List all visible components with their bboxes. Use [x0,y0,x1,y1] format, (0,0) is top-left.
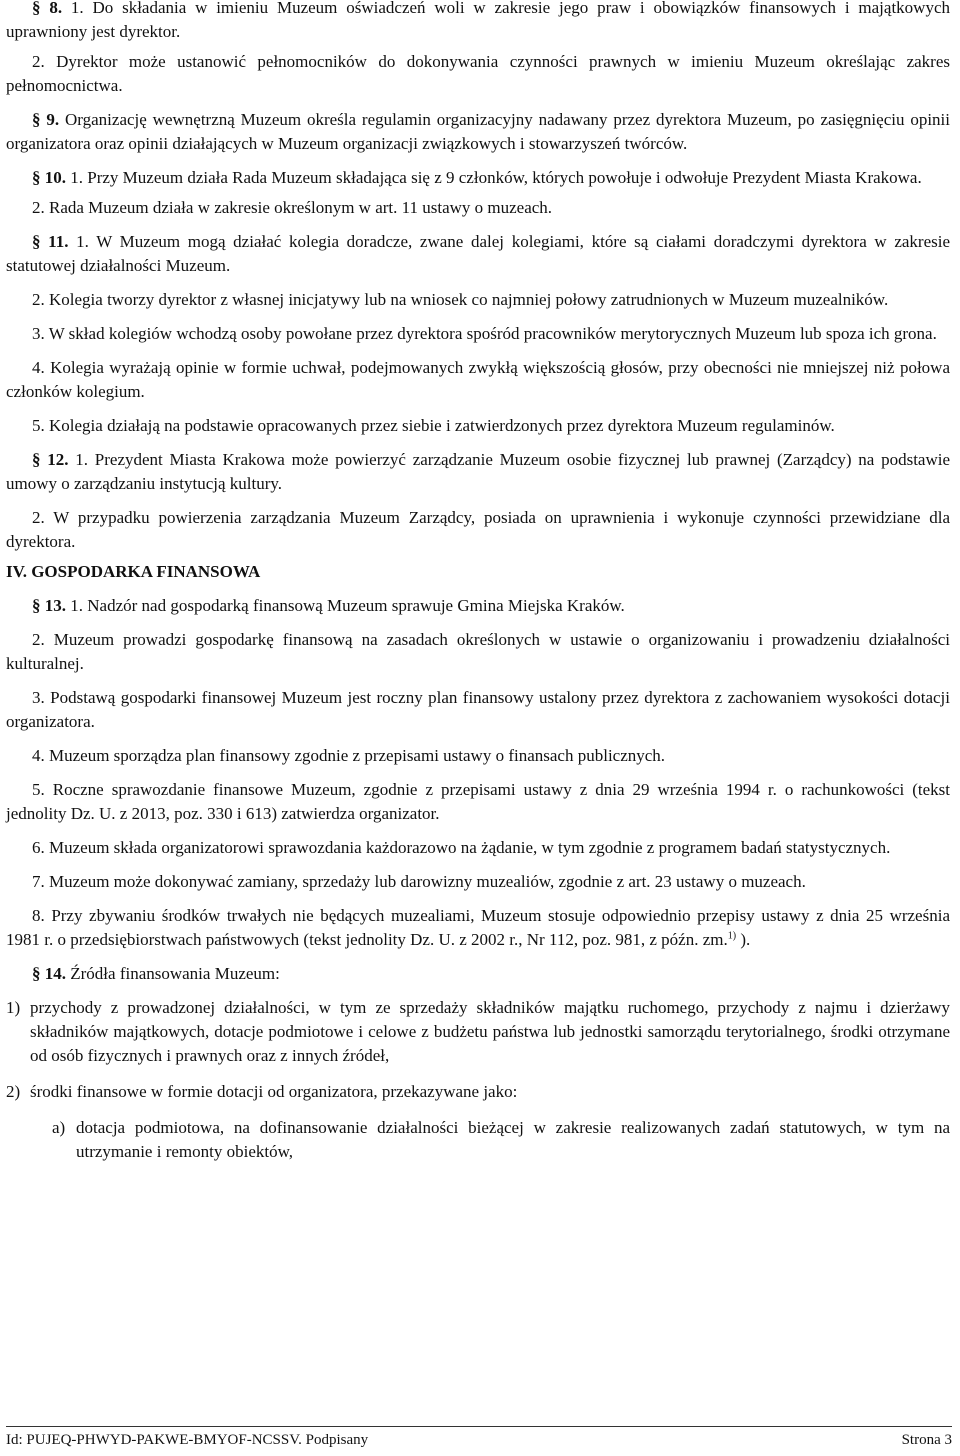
page-number: Strona 3 [901,1432,952,1448]
paragraph-text: 4. Kolegia wyrażają opinie w formie uchwał, podejmowanych zwykłą większością głosów, przy obecności nie mniejszej niż połowa członków kolegium. [6,358,950,401]
paragraph-text: 1. Przy Muzeum działa Rada Muzeum składająca się z 9 członków, których powołuje i odwołuje Prezydent Miasta Krakowa. [70,168,922,187]
paragraph-13-7 [6,870,950,894]
page-footer [6,1430,952,1450]
paragraph-text: 1. Nadzór nad gospodarką finansową Muzeum sprawuje Gmina Miejska Kraków. [70,596,625,615]
section-number: § 11. [32,232,69,251]
sub-list-item-text: dotacja podmiotowa, na dofinansowanie działalności bieżącej w zakresie realizowanych zadań statutowych, w tym na utrzymanie i remonty obiektów, [76,1118,950,1161]
list-item-number: 1) [6,998,21,1017]
paragraph-10-2 [6,196,950,220]
paragraph-text: 4. Muzeum sporządza plan finansowy zgodnie z przepisami ustawy o finansach publicznych. [32,746,666,765]
paragraph-8-2 [6,50,950,98]
list-item-number: 2) [6,1082,21,1101]
paragraph-text: 5. Roczne sprawozdanie finansowe Muzeum, zgodnie z przepisami ustawy z dnia 29 września 1994 r. o rachunkowości (tekst jednolity Dz. U. z 2013, poz. 330 i 613) zatwierdza organizator. [6,780,950,823]
paragraph-8-1 [6,0,950,44]
paragraph-13-6 [6,836,950,860]
paragraph-text: 1. Prezydent Miasta Krakowa może powierzyć zarządzanie Muzeum osobie fizycznej lub prawnej (Zarządcy) na podstawie umowy o zarządzaniu instytucją kultury. [6,450,951,493]
section-number: § 13. [32,596,66,615]
paragraph-10-1 [6,166,950,190]
list-item-text: środki finansowe w formie dotacji od organizatora, przekazywane jako: [30,1082,518,1101]
paragraph-13-5 [6,778,950,826]
paragraph-11-2 [6,288,950,312]
paragraph-13-2 [6,628,950,676]
section-number: § 12. [32,450,69,469]
paragraph-text: 1. W Muzeum mogą działać kolegia doradcze, zwane dalej kolegiami, które są ciałami doradczymi dyrektora w zakresie statutowej działalności Muzeum. [6,232,951,275]
paragraph-text: 2. Kolegia tworzy dyrektor z własnej inicjatywy lub na wniosek co najmniej połowy zatrudnionych w Muzeum muzealników. [32,290,889,309]
paragraph-12-1 [6,448,950,496]
paragraph-text: 6. Muzeum składa organizatorowi sprawozdania każdorazowo na żądanie, w tym zgodnie z programem badań statystycznych. [32,838,891,857]
paragraph-text: 1. Do składania w imieniu Muzeum oświadczeń woli w zakresie jego praw i obowiązków finansowych i majątkowych uprawniony jest dyrektor. [6,0,950,41]
paragraph-11-3 [6,322,950,346]
section-number: § 14. [32,964,66,983]
section-number: § 8. [32,0,63,17]
paragraph-text: 2. Muzeum prowadzi gospodarkę finansową na zasadach określonych w ustawie o organizowaniu i prowadzeniu działalności kulturalnej. [6,630,950,673]
list-item [6,1080,950,1104]
paragraph-9 [6,108,950,156]
paragraph-11-1 [6,230,950,278]
paragraph-text: Organizację wewnętrzną Muzeum określa regulamin organizacyjny nadawany przez dyrektora Muzeum, po zasięgnięciu opinii organizatora oraz opinii działających w Muzeum organizacji związkowych i stowarzyszeń twórców. [6,110,951,153]
paragraph-11-5 [6,414,950,438]
sub-list-item-letter: a) [52,1118,66,1137]
chapter-heading: IV. GOSPODARKA FINANSOWA [6,562,261,581]
paragraph-text: 2. W przypadku powierzenia zarządzania Muzeum Zarządcy, posiada on uprawnienia i wykonuje czynności przewidziane dla dyrektora. [6,508,950,551]
sub-list-item [52,1116,950,1164]
paragraph-11-4 [6,356,950,404]
paragraph-text-end: ). [736,930,751,949]
section-number: § 10. [32,168,66,187]
paragraph-text: Źródła finansowania Muzeum: [70,964,280,983]
footnote-marker: 1) [727,930,737,942]
paragraph-text: 5. Kolegia działają na podstawie opracowanych przez siebie i zatwierdzonych przez dyrektora Muzeum regulaminów. [32,416,835,435]
paragraph-13-8 [6,904,950,952]
paragraph-text: 7. Muzeum może dokonywać zamiany, sprzedaży lub darowizny muzealiów, zgodnie z art. 23 ustawy o muzeach. [32,872,806,891]
list-item-text: przychody z prowadzonej działalności, w tym ze sprzedaży składników majątku ruchomego, przychody z najmu i dzierżawy składników majątkowych, dotacje podmiotowe i celowe z budżetu państwa lub jednostki samorządu terytorialnego, środki otrzymane od osób fizycznych i prawnych oraz z innych źródeł, [30,998,950,1065]
document-page [6,0,950,1176]
paragraph-text: 2. Rada Muzeum działa w zakresie określonym w art. 11 ustawy o muzeach. [32,198,553,217]
paragraph-13-3 [6,686,950,734]
document-id: Id: PUJEQ-PHWYD-PAKWE-BMYOF-NCSSV. Podpisany [6,1432,369,1448]
paragraph-12-2 [6,506,950,554]
footer-divider [6,1426,952,1427]
paragraph-text: 8. Przy zbywaniu środków trwałych nie będących muzealiami, Muzeum stosuje odpowiednio przepisy ustawy z dnia 25 września 1981 r. o przedsiębiorstwach państwowych (tekst jednolity Dz. U. z 2002 r., Nr 112, poz. 981, z późn. zm. [6,906,950,949]
paragraph-14 [6,962,950,986]
paragraph-text: 2. Dyrektor może ustanowić pełnomocników do dokonywania czynności prawnych w imieniu Muzeum określając zakres pełnomocnictwa. [6,52,950,95]
section-number: § 9. [32,110,60,129]
paragraph-13-4 [6,744,950,768]
paragraph-13-1 [6,594,950,618]
list-item [6,996,950,1068]
paragraph-text: 3. W skład kolegiów wchodzą osoby powołane przez dyrektora spośród pracowników merytorycznych Muzeum lub spoza ich grona. [32,324,937,343]
paragraph-text: 3. Podstawą gospodarki finansowej Muzeum jest roczny plan finansowy ustalony przez dyrektora z zachowaniem wysokości dotacji organizatora. [6,688,950,731]
